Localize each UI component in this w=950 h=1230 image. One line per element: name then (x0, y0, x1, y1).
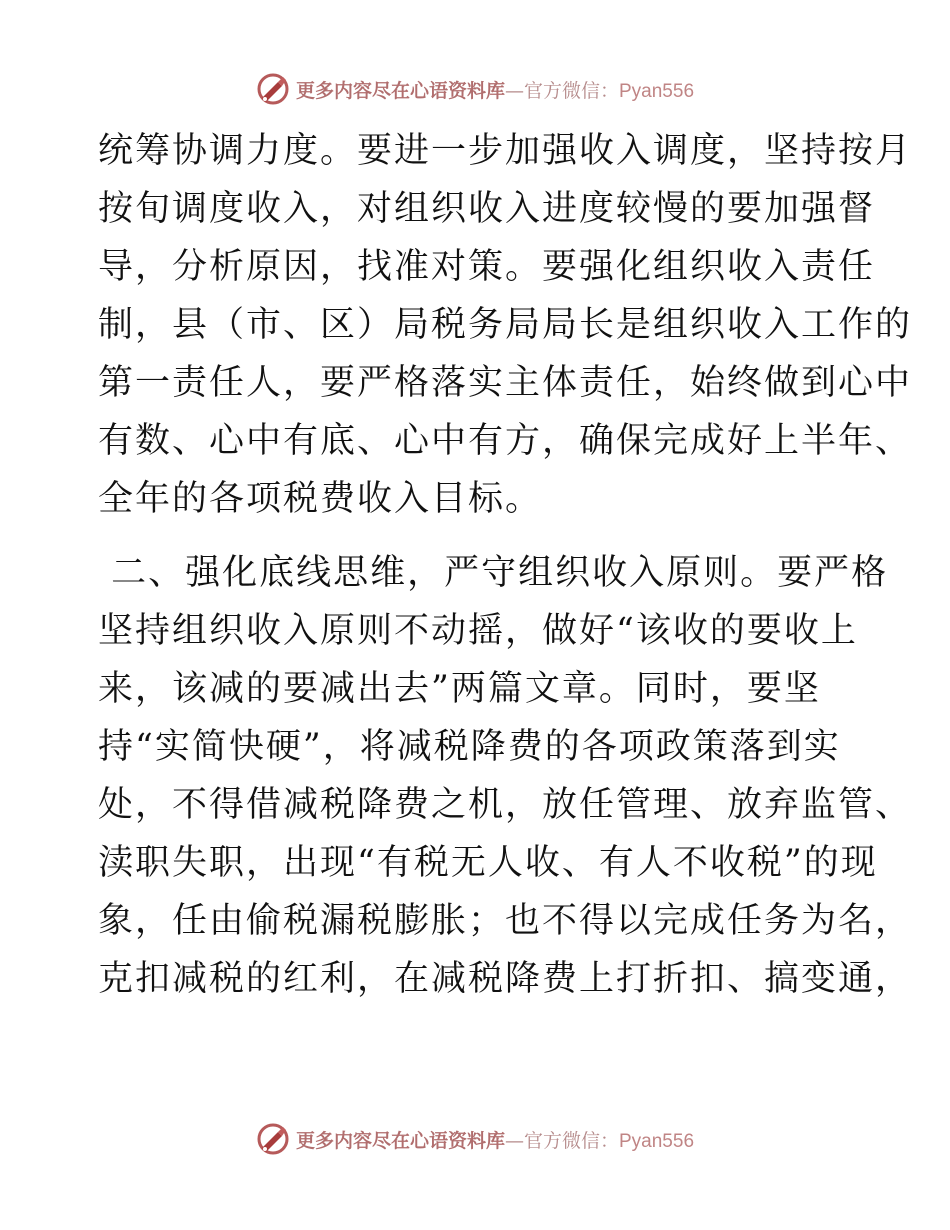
text-line: 制，县（市、区）局税务局局长是组织收入工作的 (98, 305, 913, 345)
watermark-wechat-id: Pyan556 (619, 80, 695, 102)
text-line: 第一责任人，要严格落实主体责任，始终做到心中 (98, 363, 913, 403)
watermark-wechat-id: Pyan556 (619, 1130, 695, 1152)
paragraph-1 (98, 122, 913, 528)
footer-watermark (0, 1122, 950, 1156)
text-line: 全年的各项税费收入目标。 (98, 479, 543, 519)
text-line: 克扣减税的红利，在减税降费上打折扣、搞变通， (98, 959, 913, 999)
body-text (98, 122, 913, 1008)
pen-logo-icon (256, 1122, 290, 1156)
text-line: 导，分析原因，找准对策。要强化组织收入责任 (98, 247, 876, 287)
text-line: 来，该减的要减出去”两篇文章。同时，要坚 (98, 669, 821, 709)
watermark-official: 官方微信： (523, 1129, 619, 1152)
text-line: 持“实简快硬”，将减税降费的各项政策落到实 (98, 727, 841, 767)
paragraph-2 (98, 544, 913, 1008)
watermark-brand: 更多内容尽在心语资料库 (295, 1129, 505, 1152)
watermark-text (296, 1126, 694, 1153)
watermark-brand: 更多内容尽在心语资料库 (295, 79, 505, 102)
text-line: 有数、心中有底、心中有方，确保完成好上半年、 (98, 421, 913, 461)
text-line: 统筹协调力度。要进一步加强收入调度，坚持按月 (98, 131, 913, 171)
watermark-dash: — (504, 79, 524, 102)
text-line: 渎职失职，出现“有税无人收、有人不收税”的现 (98, 843, 878, 883)
text-line: 坚持组织收入原则不动摇，做好“该收的要收上 (98, 611, 858, 651)
paragraph-gap (98, 528, 858, 544)
text-line: 按旬调度收入，对组织收入进度较慢的要加强督 (98, 189, 876, 229)
watermark-dash: — (504, 1129, 524, 1152)
watermark-text (296, 76, 694, 103)
text-line: 处，不得借减税降费之机，放任管理、放弃监管、 (98, 785, 913, 825)
watermark-official: 官方微信： (523, 79, 619, 102)
text-line: 二、强化底线思维，严守组织收入原则。要严格 (98, 553, 889, 593)
header-watermark (0, 72, 950, 106)
text-line: 象，任由偷税漏税膨胀；也不得以完成任务为名， (98, 901, 913, 941)
pen-logo-icon (256, 72, 290, 106)
